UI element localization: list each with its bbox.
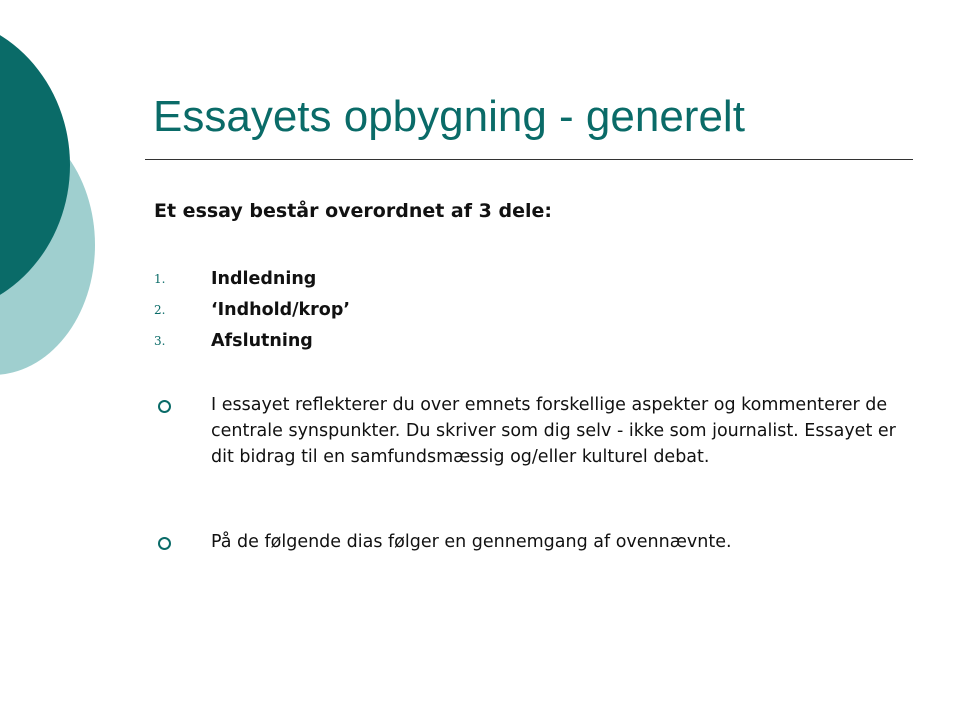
bullet-text: På de følgende dias følger en gennemgang af ovennævnte. <box>211 532 732 552</box>
intro-text: Et essay består overordnet af 3 dele: <box>154 200 552 222</box>
list-item-label: Afslutning <box>211 331 313 351</box>
circle-bullet-icon <box>158 537 171 550</box>
list-number: 1. <box>154 272 166 286</box>
list-item-label: Indledning <box>211 269 317 289</box>
bullet-paragraph <box>154 392 914 470</box>
list-number: 3. <box>154 334 166 348</box>
list-item <box>154 297 350 328</box>
slide-title: Essayets opbygning - generelt <box>153 92 745 141</box>
list-number: 2. <box>154 303 166 317</box>
numbered-list <box>154 266 350 359</box>
circle-bullet-icon <box>158 400 171 413</box>
list-item-label: ‘Indhold/krop’ <box>211 300 351 320</box>
bullet-text: I essayet reflekterer du over emnets forskellige aspekter og kommenterer de centrale synspunkter. Du skriver som dig selv - ikke som journalist. Essayet er dit bidrag til en samfundsmæssig og/eller kulturel debat. <box>211 395 896 467</box>
bullet-paragraph <box>154 529 914 555</box>
list-item <box>154 266 350 297</box>
title-divider <box>145 159 913 160</box>
list-item <box>154 328 350 359</box>
